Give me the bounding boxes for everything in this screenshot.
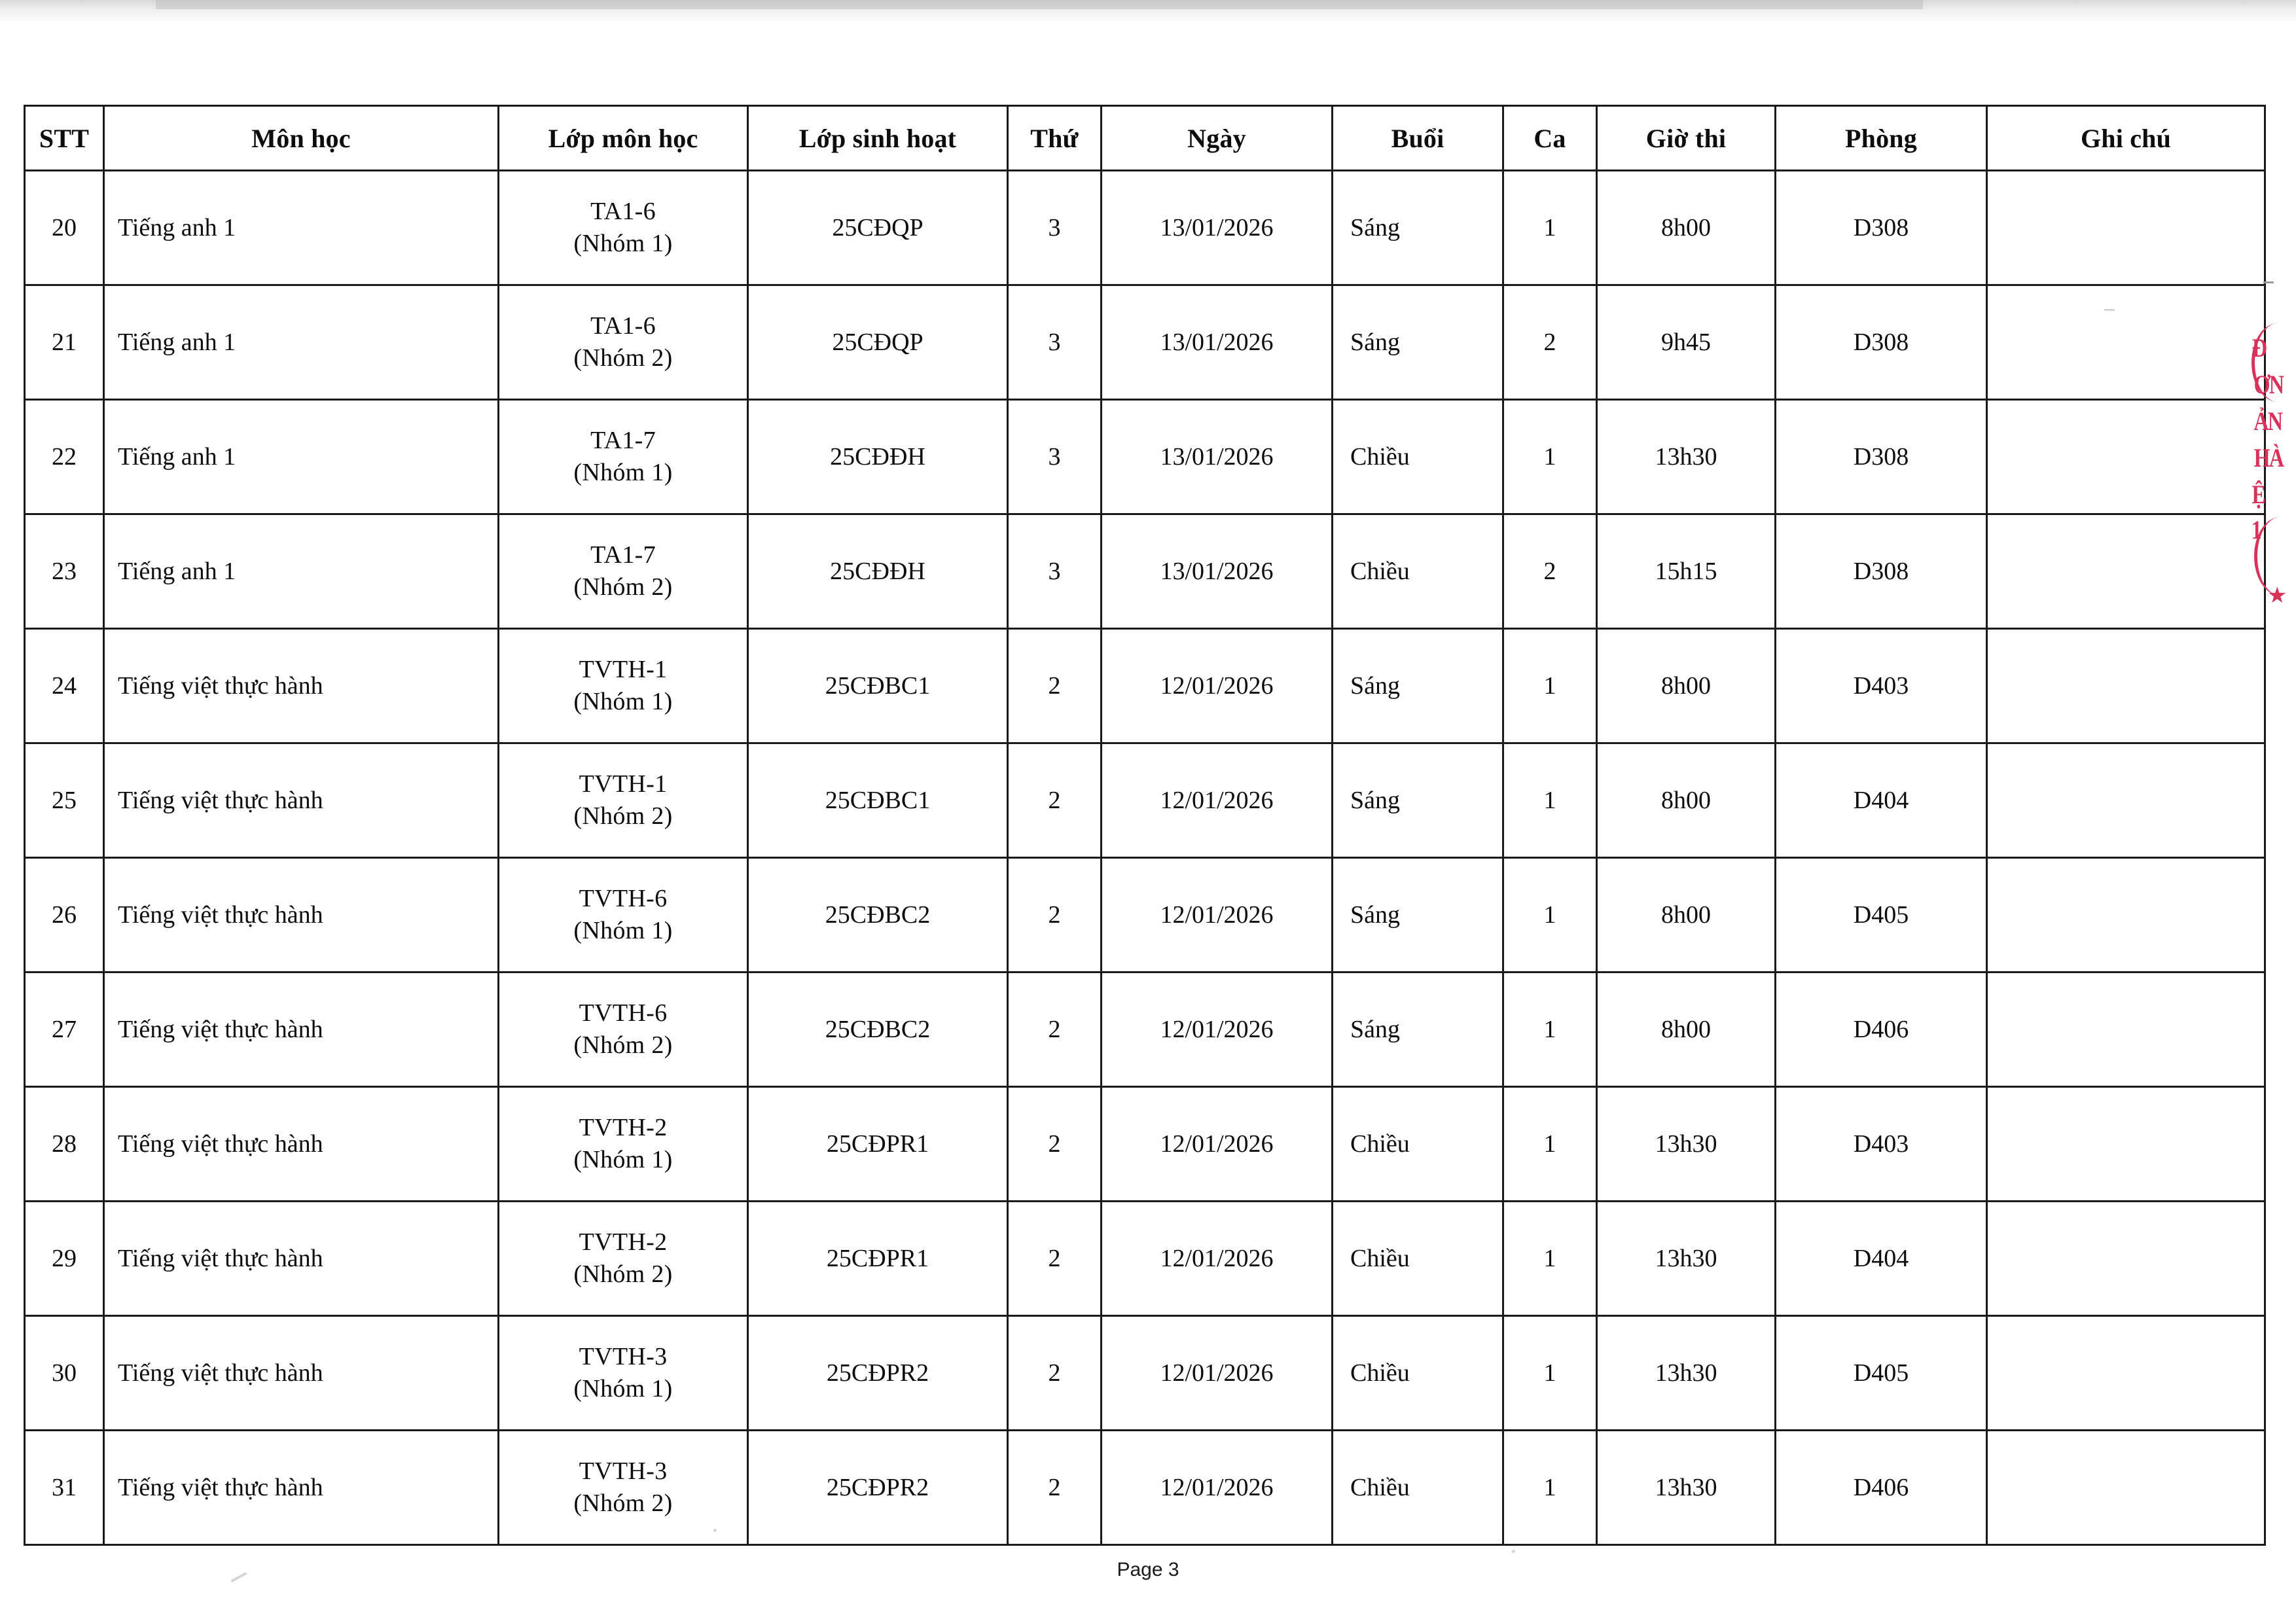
cell-lop-mon-hoc [499, 285, 748, 400]
cell-buoi: Sáng [1333, 629, 1503, 743]
cell-ghi-chu [1987, 743, 2265, 858]
cell-gio-thi: 13h30 [1597, 1316, 1776, 1431]
lop-mon-hoc-code: TA1-7 [590, 427, 656, 455]
column-header-ghi-chu: Ghi chú [1987, 106, 2265, 171]
cell-ngay: 12/01/2026 [1102, 972, 1333, 1087]
cell-buoi: Sáng [1333, 858, 1503, 972]
cell-stt: 23 [25, 514, 104, 629]
lop-mon-hoc-code: TA1-6 [590, 198, 656, 226]
cell-lop-sinh-hoat: 25CĐBC1 [748, 743, 1008, 858]
cell-lop-mon-hoc [499, 400, 748, 514]
table-header-row [25, 106, 2265, 171]
column-header-thu: Thứ [1008, 106, 1102, 171]
cell-ghi-chu [1987, 400, 2265, 514]
cell-ngay: 12/01/2026 [1102, 1316, 1333, 1431]
cell-thu: 2 [1008, 743, 1102, 858]
cell-gio-thi: 13h30 [1597, 1431, 1776, 1545]
cell-lop-sinh-hoat: 25CĐPR1 [748, 1202, 1008, 1316]
cell-thu: 3 [1008, 400, 1102, 514]
table-row [25, 400, 2265, 514]
cell-lop-mon-hoc [499, 858, 748, 972]
seal-char: 1 [2251, 515, 2261, 544]
cell-ngay: 12/01/2026 [1102, 1087, 1333, 1202]
cell-ngay: 12/01/2026 [1102, 629, 1333, 743]
cell-gio-thi: 13h30 [1597, 1202, 1776, 1316]
column-header-mon-hoc: Môn học [104, 106, 499, 171]
cell-lop-mon-hoc [499, 1202, 748, 1316]
cell-ngay: 13/01/2026 [1102, 514, 1333, 629]
cell-ca: 1 [1503, 400, 1597, 514]
cell-phong: D404 [1776, 1202, 1987, 1316]
cell-ghi-chu [1987, 858, 2265, 972]
cell-thu: 2 [1008, 629, 1102, 743]
seal-char: HÀ [2253, 443, 2284, 473]
cell-ghi-chu [1987, 1316, 2265, 1431]
column-header-lop-mon-hoc: Lớp môn học [499, 106, 748, 171]
cell-lop-sinh-hoat: 25CĐBC2 [748, 858, 1008, 972]
cell-stt: 25 [25, 743, 104, 858]
cell-lop-sinh-hoat: 25CĐPR2 [748, 1431, 1008, 1545]
cell-mon-hoc: Tiếng việt thực hành [104, 972, 499, 1087]
cell-lop-mon-hoc [499, 1431, 748, 1545]
cell-mon-hoc: Tiếng anh 1 [104, 285, 499, 400]
lop-mon-hoc-group: (Nhóm 2) [573, 802, 673, 830]
seal-char: Đ [2251, 333, 2267, 363]
cell-ca: 1 [1503, 1087, 1597, 1202]
lop-mon-hoc-group: (Nhóm 2) [573, 1260, 673, 1288]
cell-buoi: Chiều [1333, 1431, 1503, 1545]
lop-mon-hoc-group: (Nhóm 1) [573, 688, 673, 715]
cell-ghi-chu [1987, 1087, 2265, 1202]
cell-thu: 3 [1008, 514, 1102, 629]
cell-stt: 28 [25, 1087, 104, 1202]
cell-thu: 2 [1008, 1087, 1102, 1202]
scan-speck [713, 1529, 717, 1532]
column-header-ca: Ca [1503, 106, 1597, 171]
table-row [25, 972, 2265, 1087]
cell-phong: D405 [1776, 858, 1987, 972]
cell-ngay: 12/01/2026 [1102, 1431, 1333, 1545]
lop-mon-hoc-code: TVTH-2 [579, 1228, 668, 1257]
cell-stt: 29 [25, 1202, 104, 1316]
lop-mon-hoc-group: (Nhóm 1) [573, 459, 673, 486]
cell-mon-hoc: Tiếng anh 1 [104, 514, 499, 629]
lop-mon-hoc-group: (Nhóm 2) [573, 1489, 673, 1517]
lop-mon-hoc-group: (Nhóm 1) [573, 1146, 673, 1173]
cell-mon-hoc: Tiếng việt thực hành [104, 629, 499, 743]
cell-gio-thi: 8h00 [1597, 171, 1776, 285]
table-row [25, 743, 2265, 858]
seal-char: ƠN [2253, 370, 2284, 399]
cell-ca: 2 [1503, 514, 1597, 629]
cell-ghi-chu [1987, 1202, 2265, 1316]
cell-gio-thi: 13h30 [1597, 400, 1776, 514]
cell-ghi-chu [1987, 1431, 2265, 1545]
cell-lop-mon-hoc [499, 514, 748, 629]
table-row [25, 1202, 2265, 1316]
cell-ngay: 12/01/2026 [1102, 858, 1333, 972]
cell-gio-thi: 15h15 [1597, 514, 1776, 629]
cell-phong: D406 [1776, 972, 1987, 1087]
cell-buoi: Sáng [1333, 171, 1503, 285]
cell-stt: 21 [25, 285, 104, 400]
cell-ca: 1 [1503, 972, 1597, 1087]
cell-ca: 1 [1503, 1316, 1597, 1431]
cell-lop-mon-hoc [499, 743, 748, 858]
cell-ca: 1 [1503, 1431, 1597, 1545]
cell-buoi: Chiều [1333, 514, 1503, 629]
cell-ca: 1 [1503, 1202, 1597, 1316]
lop-mon-hoc-group: (Nhóm 1) [573, 230, 673, 257]
cell-gio-thi: 8h00 [1597, 743, 1776, 858]
column-header-lop-sinh-hoat: Lớp sinh hoạt [748, 106, 1008, 171]
cell-lop-sinh-hoat: 25CĐQP [748, 285, 1008, 400]
exam-schedule-table [24, 105, 2266, 1546]
lop-mon-hoc-group: (Nhóm 2) [573, 344, 673, 372]
cell-ghi-chu [1987, 514, 2265, 629]
cell-lop-sinh-hoat: 25CĐBC1 [748, 629, 1008, 743]
cell-lop-sinh-hoat: 25CĐPR1 [748, 1087, 1008, 1202]
table-row [25, 514, 2265, 629]
lop-mon-hoc-group: (Nhóm 2) [573, 1031, 673, 1059]
cell-ca: 1 [1503, 171, 1597, 285]
cell-thu: 2 [1008, 858, 1102, 972]
lop-mon-hoc-code: TVTH-1 [579, 770, 668, 798]
lop-mon-hoc-group: (Nhóm 2) [573, 573, 673, 601]
cell-stt: 20 [25, 171, 104, 285]
cell-phong: D406 [1776, 1431, 1987, 1545]
table-row [25, 1316, 2265, 1431]
cell-mon-hoc: Tiếng việt thực hành [104, 1316, 499, 1431]
cell-gio-thi: 8h00 [1597, 858, 1776, 972]
cell-phong: D403 [1776, 1087, 1987, 1202]
cell-stt: 24 [25, 629, 104, 743]
cell-gio-thi: 13h30 [1597, 1087, 1776, 1202]
cell-phong: D404 [1776, 743, 1987, 858]
exam-schedule-table-container [24, 105, 2242, 1546]
cell-buoi: Sáng [1333, 285, 1503, 400]
lop-mon-hoc-code: TA1-7 [590, 541, 656, 569]
page-footer: Page 3 [1117, 1559, 1179, 1580]
cell-buoi: Chiều [1333, 400, 1503, 514]
cell-stt: 27 [25, 972, 104, 1087]
column-header-ngay: Ngày [1102, 106, 1333, 171]
column-header-gio-thi: Giờ thi [1597, 106, 1776, 171]
cell-phong: D308 [1776, 514, 1987, 629]
cell-stt: 22 [25, 400, 104, 514]
cell-stt: 26 [25, 858, 104, 972]
table-row [25, 858, 2265, 972]
cell-phong: D308 [1776, 285, 1987, 400]
cell-phong: D308 [1776, 400, 1987, 514]
cell-thu: 3 [1008, 171, 1102, 285]
cell-thu: 2 [1008, 972, 1102, 1087]
cell-ca: 2 [1503, 285, 1597, 400]
cell-thu: 2 [1008, 1202, 1102, 1316]
cell-mon-hoc: Tiếng việt thực hành [104, 743, 499, 858]
seal-char: Ệ [2251, 480, 2265, 509]
column-header-stt: STT [25, 106, 104, 171]
cell-lop-mon-hoc [499, 1316, 748, 1431]
lop-mon-hoc-code: TVTH-3 [579, 1343, 668, 1371]
cell-ghi-chu [1987, 171, 2265, 285]
cell-lop-sinh-hoat: 25CĐQP [748, 171, 1008, 285]
cell-lop-mon-hoc [499, 171, 748, 285]
scan-speck [1512, 1550, 1515, 1553]
cell-ghi-chu [1987, 629, 2265, 743]
cell-buoi: Chiều [1333, 1316, 1503, 1431]
cell-buoi: Sáng [1333, 743, 1503, 858]
cell-thu: 2 [1008, 1316, 1102, 1431]
cell-thu: 2 [1008, 1431, 1102, 1545]
cell-gio-thi: 9h45 [1597, 285, 1776, 400]
lop-mon-hoc-code: TVTH-6 [579, 885, 668, 913]
seal-char: ẢN [2253, 406, 2282, 436]
cell-thu: 3 [1008, 285, 1102, 400]
cell-mon-hoc: Tiếng việt thực hành [104, 1087, 499, 1202]
cell-lop-sinh-hoat: 25CĐĐH [748, 400, 1008, 514]
lop-mon-hoc-code: TVTH-6 [579, 999, 668, 1027]
seal-star-icon: ★ [2267, 584, 2287, 608]
table-row [25, 285, 2265, 400]
lop-mon-hoc-code: TVTH-2 [579, 1114, 668, 1142]
cell-buoi: Chiều [1333, 1087, 1503, 1202]
cell-ngay: 13/01/2026 [1102, 285, 1333, 400]
lop-mon-hoc-code: TA1-6 [590, 312, 656, 340]
cell-mon-hoc: Tiếng anh 1 [104, 171, 499, 285]
cell-lop-mon-hoc [499, 629, 748, 743]
lop-mon-hoc-group: (Nhóm 1) [573, 917, 673, 944]
lop-mon-hoc-group: (Nhóm 1) [573, 1375, 673, 1402]
lop-mon-hoc-code: TVTH-1 [579, 656, 668, 684]
cell-mon-hoc: Tiếng việt thực hành [104, 1431, 499, 1545]
cell-lop-sinh-hoat: 25CĐPR2 [748, 1316, 1008, 1431]
lop-mon-hoc-code: TVTH-3 [579, 1457, 668, 1486]
table-row [25, 1087, 2265, 1202]
table-body [25, 171, 2265, 1545]
cell-lop-sinh-hoat: 25CĐĐH [748, 514, 1008, 629]
cell-ngay: 13/01/2026 [1102, 400, 1333, 514]
cell-ghi-chu [1987, 285, 2265, 400]
cell-ngay: 13/01/2026 [1102, 171, 1333, 285]
cell-buoi: Chiều [1333, 1202, 1503, 1316]
scan-speck [2104, 309, 2115, 311]
cell-ghi-chu [1987, 972, 2265, 1087]
table-row [25, 171, 2265, 285]
cell-ngay: 12/01/2026 [1102, 743, 1333, 858]
cell-buoi: Sáng [1333, 972, 1503, 1087]
table-row [25, 1431, 2265, 1545]
cell-stt: 31 [25, 1431, 104, 1545]
cell-mon-hoc: Tiếng việt thực hành [104, 858, 499, 972]
cell-phong: D308 [1776, 171, 1987, 285]
cell-mon-hoc: Tiếng việt thực hành [104, 1202, 499, 1316]
column-header-phong: Phòng [1776, 106, 1987, 171]
cell-ca: 1 [1503, 858, 1597, 972]
cell-phong: D403 [1776, 629, 1987, 743]
cell-mon-hoc: Tiếng anh 1 [104, 400, 499, 514]
cell-gio-thi: 8h00 [1597, 972, 1776, 1087]
cell-lop-sinh-hoat: 25CĐBC2 [748, 972, 1008, 1087]
table-row [25, 629, 2265, 743]
cell-ngay: 12/01/2026 [1102, 1202, 1333, 1316]
cell-gio-thi: 8h00 [1597, 629, 1776, 743]
cell-ca: 1 [1503, 743, 1597, 858]
cell-lop-mon-hoc [499, 1087, 748, 1202]
cell-lop-mon-hoc [499, 972, 748, 1087]
cell-stt: 30 [25, 1316, 104, 1431]
cell-phong: D405 [1776, 1316, 1987, 1431]
column-header-buoi: Buổi [1333, 106, 1503, 171]
cell-ca: 1 [1503, 629, 1597, 743]
table-header [25, 106, 2265, 171]
